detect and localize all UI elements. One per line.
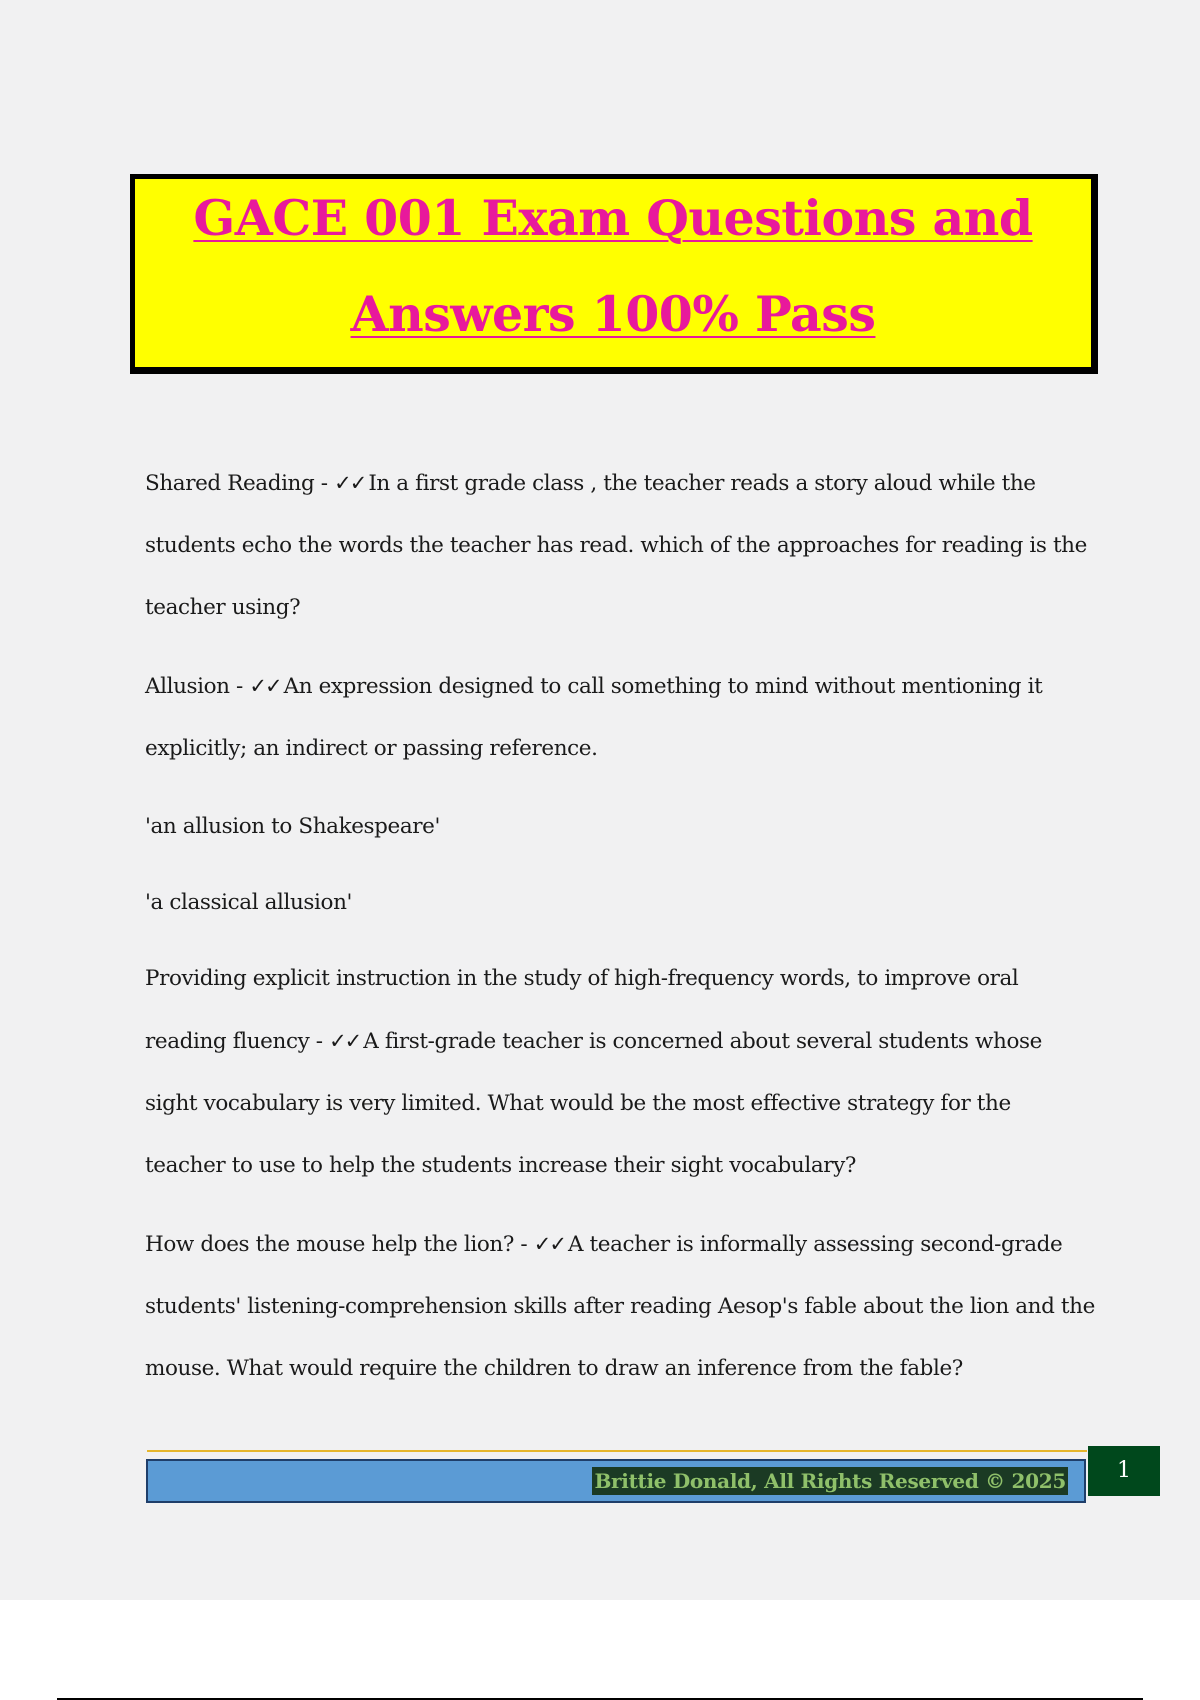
qa-entry bbox=[145, 1213, 1095, 1400]
entry-definition: In a first grade class , the teacher reads a story aloud while the students echo the words the teacher has read. which of the approaches for reading is the teacher using? bbox=[145, 471, 1087, 620]
example-line: 'a classical allusion' bbox=[145, 890, 353, 915]
check-mark-icon: ✓✓ bbox=[249, 674, 281, 698]
entry-definition: A first-grade teacher is concerned about several students whose sight vocabulary is very limited. What would be the most effective strategy for the teacher to use to help the students increase their sight vocabulary? bbox=[145, 1029, 1042, 1178]
footer-divider bbox=[147, 1450, 1087, 1452]
check-mark-icon: ✓✓ bbox=[334, 471, 366, 495]
entry-term: How does the mouse help the lion? - bbox=[145, 1232, 534, 1257]
entry-term: Shared Reading - bbox=[145, 471, 335, 496]
check-mark-icon: ✓✓ bbox=[329, 1029, 361, 1053]
example-line: 'an allusion to Shakespeare' bbox=[145, 814, 440, 839]
entry-definition: A teacher is informally assessing second-grade students' listening-comprehension skills after reading Aesop's fable about the lion and the mouse. What would require the children to draw an inference from the fable? bbox=[145, 1232, 1095, 1381]
copyright-notice: Brittie Donald, All Rights Reserved © 2025 bbox=[594, 1469, 1066, 1493]
check-mark-icon: ✓✓ bbox=[533, 1232, 565, 1256]
title-line-1: GACE 001 Exam Questions and bbox=[193, 189, 1033, 247]
entry-term: Allusion - bbox=[145, 674, 250, 699]
qa-entry bbox=[145, 655, 1095, 780]
qa-entry bbox=[145, 452, 1095, 639]
title-banner bbox=[130, 174, 1098, 374]
page-number: 1 bbox=[1088, 1446, 1160, 1496]
qa-entry bbox=[145, 948, 1095, 1197]
document-body bbox=[145, 452, 1095, 1416]
title-line-2: Answers 100% Pass bbox=[350, 285, 876, 343]
entry-term: Providing explicit instruction in the study of high-frequency words, to improve oral reading fluency - bbox=[145, 966, 1019, 1054]
entry-definition: An expression designed to call something to mind without mentioning it explicitly; an indirect or passing reference. bbox=[145, 674, 1043, 761]
footer-bar bbox=[146, 1459, 1086, 1503]
